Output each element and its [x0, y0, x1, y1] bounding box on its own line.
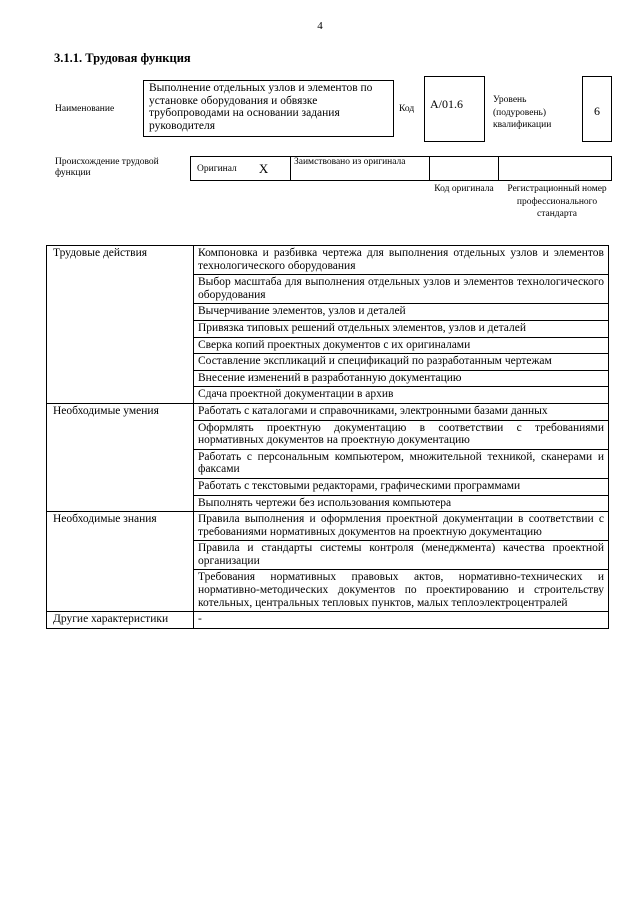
table-cell: Внесение изменений в разработанную документацию	[194, 370, 609, 387]
table-cell: Работать с каталогами и справочниками, электронными базами данных	[194, 403, 609, 420]
table-cell: Сверка копий проектных документов с их оригиналами	[194, 337, 609, 354]
table-cell: Работать с персональным компьютером, множительной техникой, сканерами и факсами	[194, 449, 609, 478]
table-cell: Привязка типовых решений отдельных элементов, узлов и деталей	[194, 320, 609, 337]
original-cell	[191, 157, 291, 180]
page-number: 4	[317, 20, 323, 32]
table-row	[47, 246, 609, 275]
function-name-box: Выполнение отдельных узлов и элементов по установке оборудования и обвязке трубопроводами на основании задания руководителя	[143, 80, 394, 137]
function-table	[46, 245, 609, 629]
origin-label: Происхождение трудовой функции	[55, 157, 159, 178]
table-cell: Сдача проектной документации в архив	[194, 387, 609, 404]
table-row	[47, 403, 609, 420]
table-cell: Оформлять проектную документацию в соответствии с требованиями нормативных документов на проектную документацию	[194, 420, 609, 449]
code-label: Код	[399, 104, 415, 114]
level-label: Уровень (подуровень) квалификации	[493, 95, 552, 130]
borrowed-cell: Заимствовано из оригинала	[291, 157, 430, 180]
reg-number-cell	[499, 157, 611, 180]
table-cell: Работать с текстовыми редакторами, графическими программами	[194, 478, 609, 495]
table-row	[47, 512, 609, 541]
table-cell: Требования нормативных правовых актов, нормативно-технических и нормативно-методических документов по проектированию и строительству котельных, центральных тепловых пунктов, малых теплоэлектроцентралей	[194, 570, 609, 612]
original-mark: X	[258, 160, 269, 176]
section-title: 3.1.1. Трудовая функция	[54, 51, 191, 65]
name-label: Наименование	[55, 104, 115, 114]
original-code-cell	[430, 157, 499, 180]
origin-row	[190, 156, 612, 181]
category-cell: Другие характеристики	[47, 612, 194, 629]
reg-number-caption: Регистрационный номер профессионального стандарта	[507, 184, 607, 219]
level-value-box: 6	[582, 76, 612, 142]
category-cell: Необходимые знания	[47, 512, 194, 612]
table-cell: Выполнять чертежи без использования компьютера	[194, 495, 609, 512]
category-cell: Необходимые умения	[47, 403, 194, 511]
table-cell: Правила и стандарты системы контроля (менеджмента) качества проектной организации	[194, 541, 609, 570]
table-cell: Составление экспликаций и спецификаций по разработанным чертежам	[194, 354, 609, 371]
table-cell: Компоновка и разбивка чертежа для выполнения отдельных узлов и элементов технологического оборудования	[194, 246, 609, 275]
table-cell: Вычерчивание элементов, узлов и деталей	[194, 304, 609, 321]
table-cell: Выбор масштаба для выполнения отдельных узлов и элементов технологического оборудования	[194, 275, 609, 304]
table-row	[47, 612, 609, 629]
category-cell: Трудовые действия	[47, 246, 194, 404]
table-cell: -	[194, 612, 609, 629]
function-code-box: A/01.6	[424, 76, 485, 142]
original-label: Оригинал	[197, 163, 237, 174]
original-code-caption: Код оригинала	[434, 184, 494, 194]
table-cell: Правила выполнения и оформления проектной документации в соответствии с требованиями нормативных документов на проектную документацию	[194, 512, 609, 541]
